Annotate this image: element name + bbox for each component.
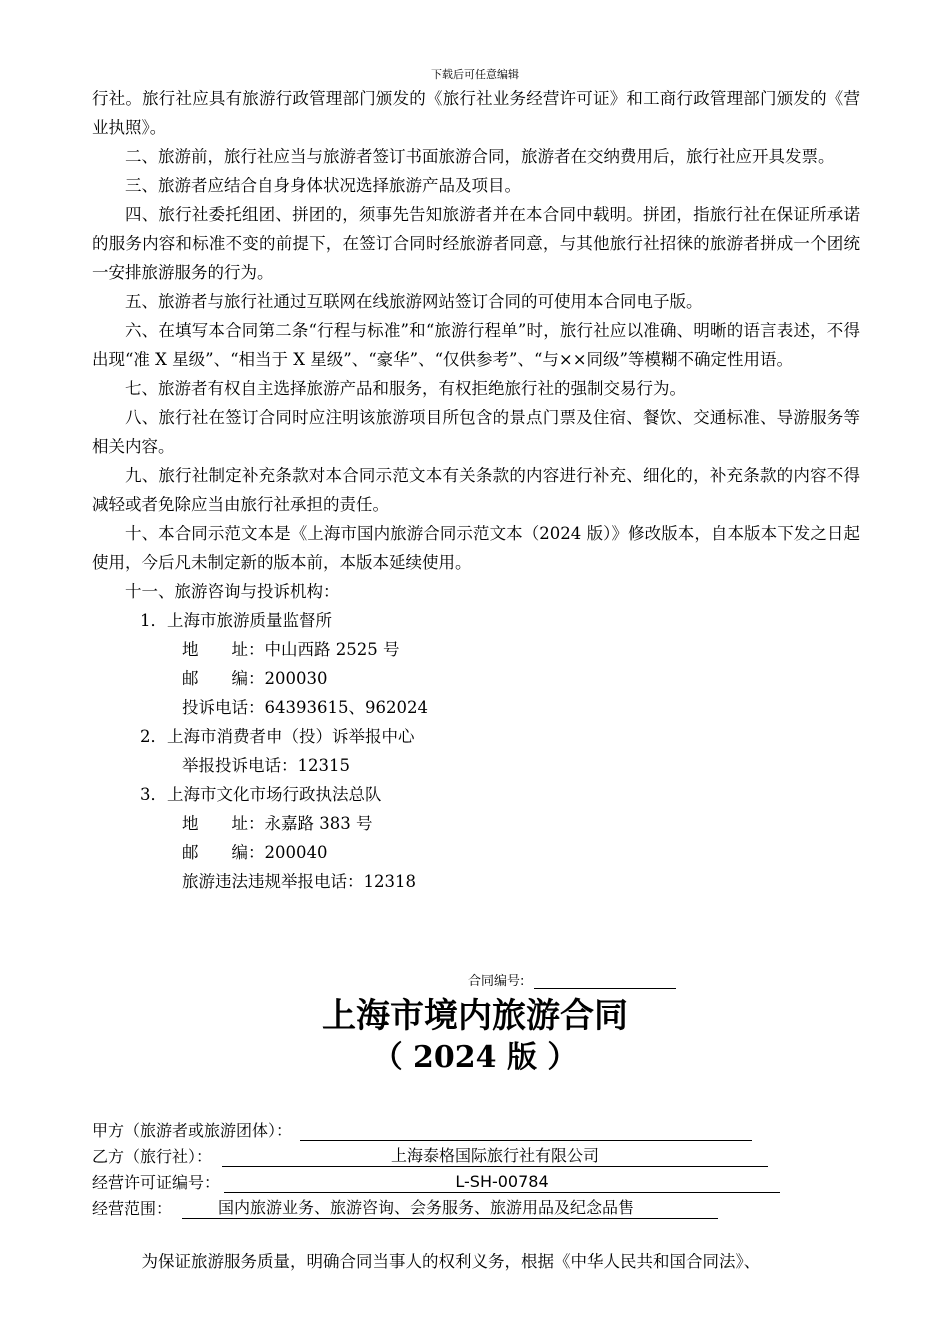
agency-name: 3．上海市文化市场行政执法总队: [140, 785, 382, 804]
paragraph: 七、旅游者有权自主选择旅游产品和服务，有权拒绝旅行社的强制交易行为。: [125, 379, 686, 398]
license-label: 经营许可证编号：: [92, 1173, 221, 1192]
agency-name: 2．上海市消费者申（投）诉举报中心: [140, 727, 415, 746]
party-a-field[interactable]: [300, 1120, 752, 1141]
header-note: 下载后可任意编辑: [431, 68, 519, 81]
party-a-label: 甲方（旅游者或旅游团体）：: [92, 1121, 293, 1140]
contract-number-field[interactable]: [534, 974, 676, 989]
scope-field[interactable]: [182, 1198, 718, 1219]
agency-detail: 举报投诉电话：12315: [182, 756, 350, 775]
agency-name: 1．上海市旅游质量监督所: [140, 611, 332, 630]
agency-detail: 邮 编：200040: [182, 843, 328, 862]
scope-row: [92, 1196, 718, 1219]
paragraph: 四、旅行社委托组团、拼团的，须事先告知旅游者并在本合同中载明。拼团，指旅行社在保证所承诺的服务内容和标准不变的前提下，在签订合同时经旅游者同意，与其他旅行社招徕的旅游者拼成一个团统一安排旅游服务的行为。: [92, 205, 860, 282]
agency-detail: 地 址：永嘉路 383 号: [182, 814, 373, 833]
paragraph: 行社。旅行社应具有旅游行政管理部门颁发的《旅行社业务经营许可证》和工商行政管理部门颁发的《营业执照》。: [92, 89, 860, 137]
party-b-label: 乙方（旅行社）：: [92, 1147, 213, 1166]
instructions-body: [92, 84, 860, 896]
contract-title: 上海市境内旅游合同: [322, 996, 628, 1036]
contract-number-label: 合同编号:: [468, 974, 525, 989]
license-field[interactable]: L-SH-00784: [224, 1172, 780, 1193]
paragraph: 六、在填写本合同第二条“行程与标准”和“旅游行程单”时，旅行社应以准确、明晰的语言表述，不得出现“准 X 星级”、“相当于 X 星级”、“豪华”、“仅供参考”、“与××同级”等模糊不确定性用语。: [92, 321, 860, 369]
party-b-field[interactable]: 上海泰格国际旅行社有限公司: [222, 1146, 768, 1167]
paragraph: 三、旅游者应结合自身身体状况选择旅游产品及项目。: [125, 176, 521, 195]
license-row: [92, 1170, 780, 1193]
paragraph: 十、本合同示范文本是《上海市国内旅游合同示范文本（2024 版）》修改版本，自本版本下发之日起使用，今后凡未制定新的版本前，本版本延续使用。: [92, 524, 860, 572]
agency-detail: 邮 编：200030: [182, 669, 328, 688]
scope-value: 国内旅游业务、旅游咨询、会务服务、旅游用品及纪念品售: [218, 1198, 635, 1217]
contract-subtitle: （ 2024 版 ）: [372, 1040, 578, 1075]
agency-detail: 投诉电话：64393615、962024: [182, 698, 428, 717]
agency-detail: 旅游违法违规举报电话：12318: [182, 872, 416, 891]
contract-number: [468, 970, 676, 989]
paragraph: 八、旅行社在签订合同时应注明该旅游项目所包含的景点门票及住宿、餐饮、交通标准、导游服务等相关内容。: [92, 408, 860, 456]
paragraph: 九、旅行社制定补充条款对本合同示范文本有关条款的内容进行补充、细化的，补充条款的内容不得减轻或者免除应当由旅行社承担的责任。: [92, 466, 860, 514]
party-b-row: [92, 1144, 768, 1167]
preamble-paragraph: 为保证旅游服务质量，明确合同当事人的权利义务，根据《中华人民共和国合同法》、: [141, 1252, 761, 1271]
paragraph: 十一、旅游咨询与投诉机构：: [125, 582, 340, 601]
scope-label: 经营范围：: [92, 1199, 173, 1218]
paragraph: 五、旅游者与旅行社通过互联网在线旅游网站签订合同的可使用本合同电子版。: [125, 292, 703, 311]
paragraph: 二、旅游前，旅行社应当与旅游者签订书面旅游合同，旅游者在交纳费用后，旅行社应开具发票。: [125, 147, 835, 166]
agency-detail: 地 址：中山西路 2525 号: [182, 640, 400, 659]
party-a-row: [92, 1118, 752, 1141]
